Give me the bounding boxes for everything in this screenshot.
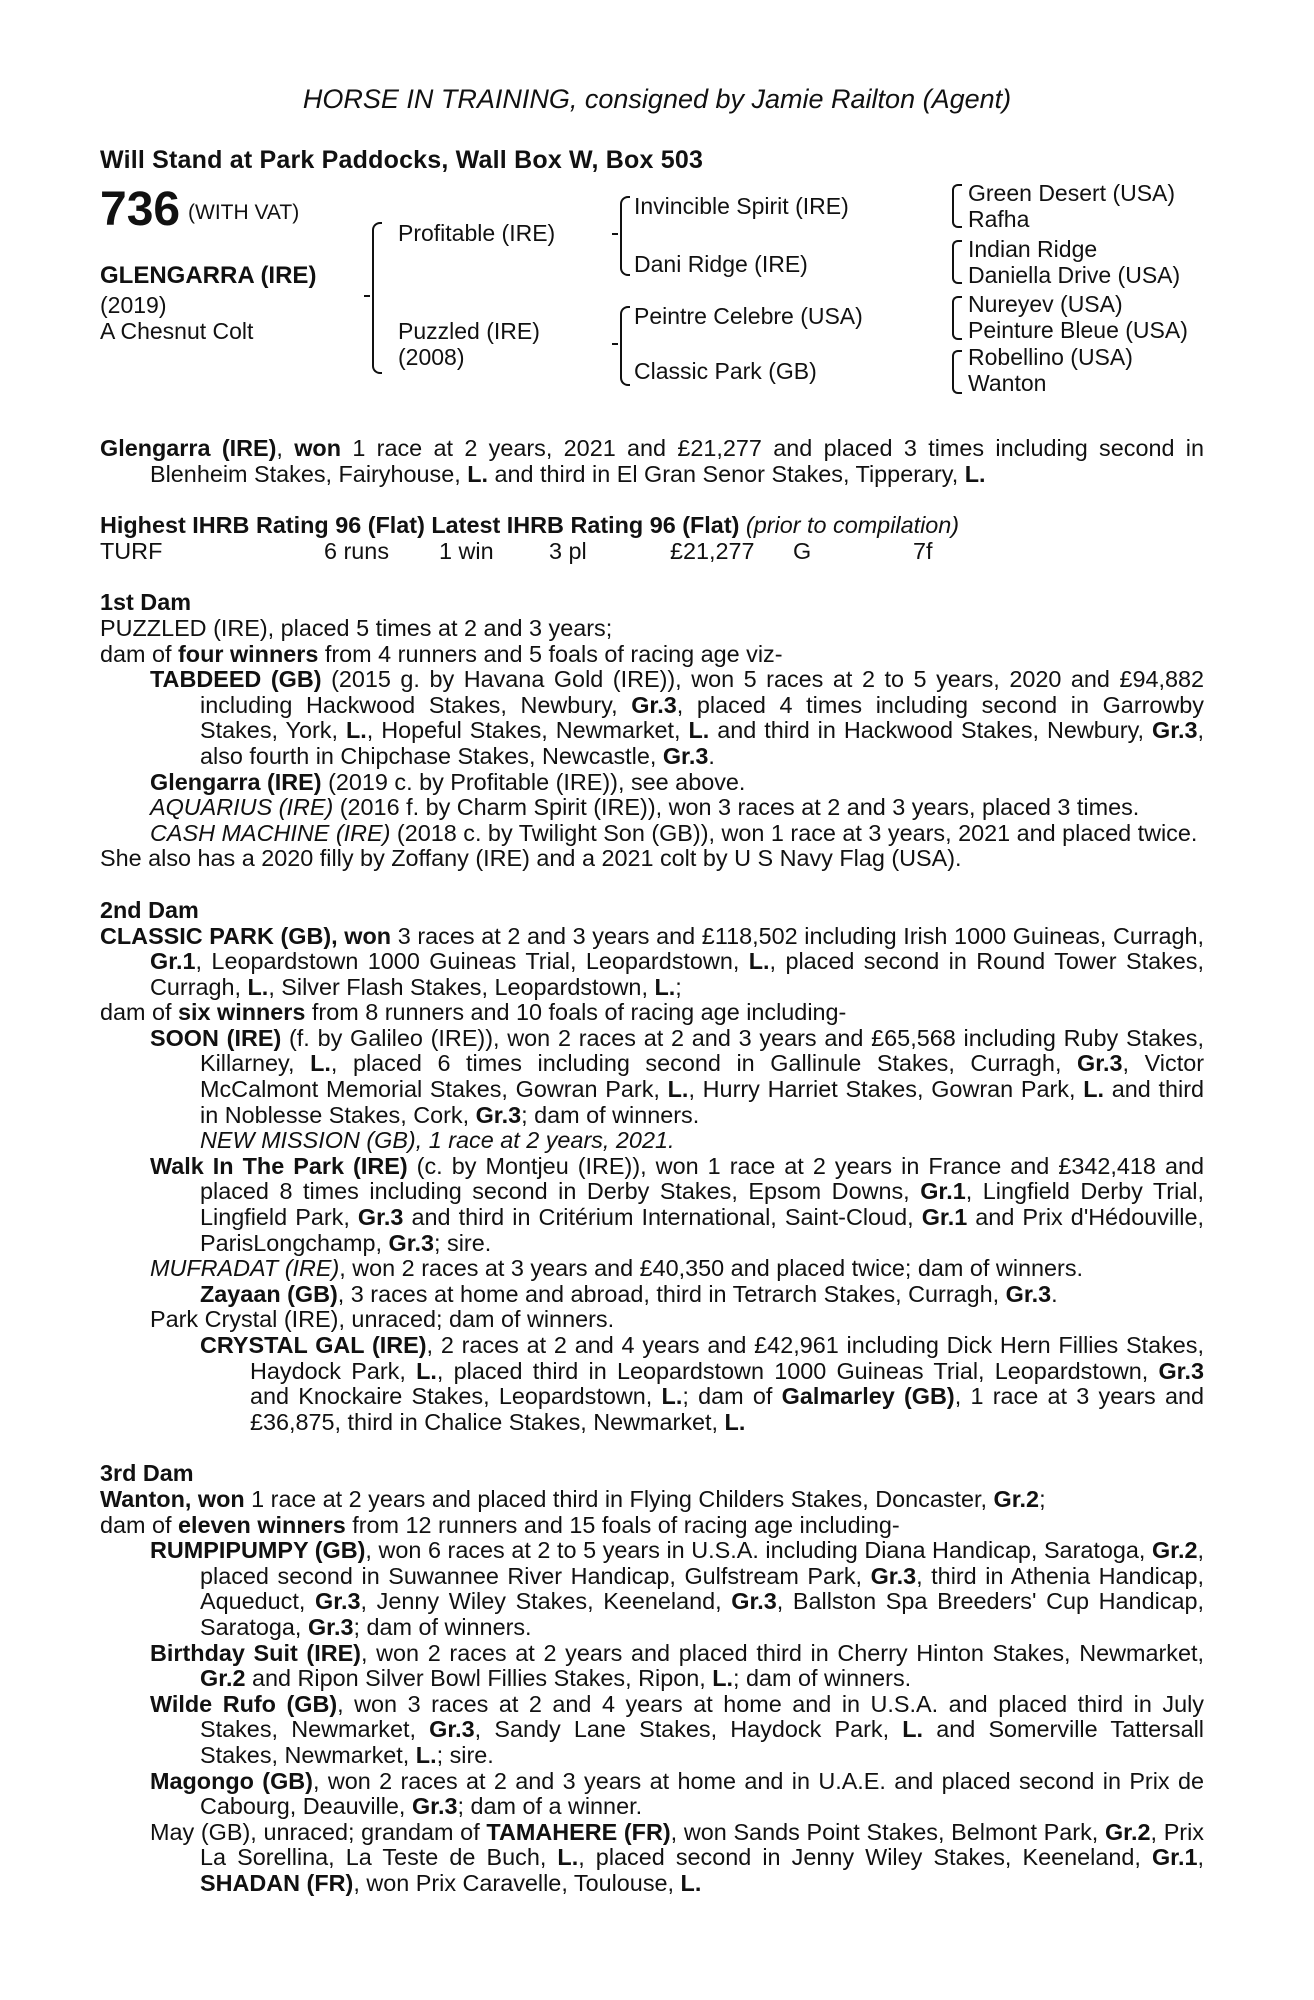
summary-paragraph: Glengarra (IRE), won 1 race at 2 years, 2021 and £21,277 and placed 3 times including second in Blenheim Stakes, Fairyhouse, L. and third in El Gran Senor Stakes, Tipperary, L. bbox=[100, 435, 1205, 487]
pedigree-sire-sire: Invincible Spirit (IRE) bbox=[634, 193, 849, 219]
pedigree-dam-dam: Classic Park (GB) bbox=[634, 358, 817, 384]
pedigree-sire-dam: Dani Ridge (IRE) bbox=[634, 251, 808, 277]
first-dam-produce: dam of four winners from 4 runners and 5 foals of racing age viz- bbox=[100, 640, 783, 667]
pedigree-brace-sire-tip bbox=[612, 233, 618, 235]
pedigree-g4: Daniella Drive (USA) bbox=[968, 262, 1181, 288]
progeny-may: May (GB), unraced; grandam of TAMAHERE (FR), won Sands Point Stakes, Belmont Park, Gr.2, Prix La Sorellina, La Teste de Buch, L., placed second in Jenny Wiley Stakes, Keeneland, Gr.1, SHADAN (FR), won Prix Caravelle, Toulouse, L. bbox=[150, 1818, 1204, 1896]
pedigree-g5: Nureyev (USA) bbox=[968, 291, 1123, 317]
pedigree-brace-g3 bbox=[952, 296, 962, 340]
progeny-birthday-suit: Birthday Suit (IRE), won 2 races at 2 years and placed third in Cherry Hinton Stakes, Newmarket, Gr.2 and Ripon Silver Bowl Fillies Stakes, Ripon, L.; dam of winners. bbox=[150, 1639, 1204, 1692]
pedigree-sire: Profitable (IRE) bbox=[398, 220, 556, 246]
pedigree-g7: Robellino (USA) bbox=[968, 344, 1133, 370]
pedigree-g3: Indian Ridge bbox=[968, 236, 1098, 262]
second-dam-heading: 2nd Dam bbox=[100, 896, 199, 923]
pedigree-brace-g1 bbox=[952, 184, 962, 228]
progeny-park-crystal: Park Crystal (IRE), unraced; dam of winners. bbox=[150, 1306, 615, 1333]
progeny-mufradat: MUFRADAT (IRE), won 2 races at 3 years and £40,350 and placed twice; dam of winners. bbox=[150, 1255, 1084, 1282]
vat-note: (WITH VAT) bbox=[188, 201, 300, 224]
pedigree-dam: Puzzled (IRE) bbox=[398, 318, 540, 344]
pedigree-dam-year: (2008) bbox=[398, 344, 465, 370]
progeny-magongo: Magongo (GB), won 2 races at 2 and 3 years at home and in U.A.E. and placed second in Prix de Cabourg, Deauville, Gr.3; dam of a winner. bbox=[150, 1767, 1204, 1820]
progeny-crystal-gal: CRYSTAL GAL (IRE), 2 races at 2 and 4 years and £42,961 including Dick Hern Fillies Stakes, Haydock Park, L., placed third in Leopardstown 1000 Guineas Trial, Leopardstown, Gr.3 and Knockaire Stakes, Leopardstown, L.; dam of Galmarley (GB), 1 race at 3 years and £36,875, third in Chalice Stakes, Newmarket, L. bbox=[200, 1332, 1204, 1435]
progeny-walk-in-the-park: Walk In The Park (IRE) (c. by Montjeu (IRE)), won 1 race at 2 years in France and £342,418 and placed 8 times including second in Derby Stakes, Epsom Downs, Gr.1, Lingfield Derby Trial, Lingfield Park, Gr.3 and third in Critérium International, Saint-Cloud, Gr.1 and Prix d'Hédouville, ParisLongchamp, Gr.3; sire. bbox=[150, 1152, 1204, 1256]
pedigree-brace-g4 bbox=[952, 350, 962, 394]
pedigree-notes bbox=[100, 436, 1204, 1896]
horse-description: A Chesnut Colt bbox=[100, 318, 254, 344]
pedigree-g1: Green Desert (USA) bbox=[968, 180, 1176, 206]
third-dam-record: Wanton, won 1 race at 2 years and placed third in Flying Childers Stakes, Doncaster, Gr.2; bbox=[100, 1485, 1046, 1512]
progeny-cash-machine: CASH MACHINE (IRE) (2018 c. by Twilight Son (GB)), won 1 race at 3 years, 2021 and placed twice. bbox=[150, 819, 1198, 846]
first-dam-line: PUZZLED (IRE), placed 5 times at 2 and 3 years; bbox=[100, 614, 613, 641]
progeny-aquarius: AQUARIUS (IRE) (2016 f. by Charm Spirit (IRE)), won 3 races at 2 and 3 years, placed 3 times. bbox=[150, 794, 1140, 821]
page-heading: HORSE IN TRAINING, consigned by Jamie Railton (Agent) bbox=[302, 84, 1012, 114]
stand-location: Will Stand at Park Paddocks, Wall Box W, Box 503 bbox=[100, 146, 704, 174]
progeny-soon: SOON (IRE) (f. by Galileo (IRE)), won 2 races at 2 and 3 years and £65,568 including Ruby Stakes, Killarney, L., placed 6 times including second in Gallinule Stakes, Curragh, Gr.3, Victor McCalmont Memorial Stakes, Gowran Park, L., Hurry Harriet Stakes, Gowran Park, L. and third in Noblesse Stakes, Cork, Gr.3; dam of winners. bbox=[150, 1024, 1204, 1128]
lot-number: 736 bbox=[100, 183, 181, 236]
third-dam-heading: 3rd Dam bbox=[100, 1460, 194, 1487]
pedigree-g2: Rafha bbox=[968, 206, 1030, 232]
pedigree-brace-main-tip bbox=[364, 295, 370, 297]
progeny-rumpipumpy: RUMPIPUMPY (GB), won 6 races at 2 to 5 years in U.S.A. including Diana Handicap, Saratoga, Gr.2, placed second in Suwannee River Handicap, Gulfstream Park, Gr.3, third in Athenia Handicap, Aqueduct, Gr.3, Jenny Wiley Stakes, Keeneland, Gr.3, Ballston Spa Breeders' Cup Handicap, Saratoga, Gr.3; dam of winners. bbox=[150, 1537, 1204, 1640]
race-record: TURF 6 runs 1 win 3 pl £21,277 G 7f bbox=[100, 537, 933, 564]
pedigree-g8: Wanton bbox=[968, 370, 1047, 396]
pedigree-brace-main bbox=[372, 222, 382, 374]
first-dam-also: She also has a 2020 filly by Zoffany (IRE) and a 2021 colt by U S Navy Flag (USA). bbox=[100, 845, 962, 872]
pedigree-g6: Peinture Bleue (USA) bbox=[968, 317, 1188, 343]
first-dam-heading: 1st Dam bbox=[100, 589, 192, 616]
pedigree-brace-sire bbox=[620, 196, 630, 276]
second-dam-produce: dam of six winners from 8 runners and 10 foals of racing age including- bbox=[100, 999, 847, 1026]
second-dam-record: CLASSIC PARK (GB), won 3 races at 2 and 3 years and £118,502 including Irish 1000 Guineas, Curragh, Gr.1, Leopardstown 1000 Guineas Trial, Leopardstown, L., placed second in Round Tower Stakes, Curragh, L., Silver Flash Stakes, Leopardstown, L.; bbox=[100, 922, 1204, 1000]
progeny-wilde-rufo: Wilde Rufo (GB), won 3 races at 2 and 4 years at home and in U.S.A. and placed third in July Stakes, Newmarket, Gr.3, Sandy Lane Stakes, Haydock Park, L. and Somerville Tattersall Stakes, Newmarket, L.; sire. bbox=[150, 1690, 1204, 1768]
pedigree-dam-sire: Peintre Celebre (USA) bbox=[634, 303, 863, 329]
rating-line: Highest IHRB Rating 96 (Flat) Latest IHRB Rating 96 (Flat) (prior to compilation) bbox=[100, 512, 960, 539]
progeny-zayaan: Zayaan (GB), 3 races at home and abroad, third in Tetrarch Stakes, Curragh, Gr.3. bbox=[200, 1280, 1058, 1307]
third-dam-produce: dam of eleven winners from 12 runners and 15 foals of racing age including- bbox=[100, 1511, 900, 1538]
horse-name: GLENGARRA (IRE) bbox=[100, 262, 317, 289]
progeny-tabdeed: TABDEED (GB) (2015 g. by Havana Gold (IRE)), won 5 races at 2 to 5 years, 2020 and £94,882 including Hackwood Stakes, Newbury, Gr.3, placed 4 times including second in Garrowby Stakes, York, L., Hopeful Stakes, Newmarket, L. and third in Hackwood Stakes, Newbury, Gr.3, also fourth in Chipchase Stakes, Newcastle, Gr.3. bbox=[150, 666, 1205, 769]
pedigree-brace-dam bbox=[620, 306, 630, 386]
pedigree-brace-g2 bbox=[952, 240, 962, 284]
progeny-glengarra: Glengarra (IRE) (2019 c. by Profitable (IRE)), see above. bbox=[150, 768, 746, 795]
horse-year: (2019) bbox=[100, 292, 167, 318]
progeny-new-mission: NEW MISSION (GB), 1 race at 2 years, 2021. bbox=[200, 1127, 675, 1154]
pedigree-brace-dam-tip bbox=[612, 343, 618, 345]
